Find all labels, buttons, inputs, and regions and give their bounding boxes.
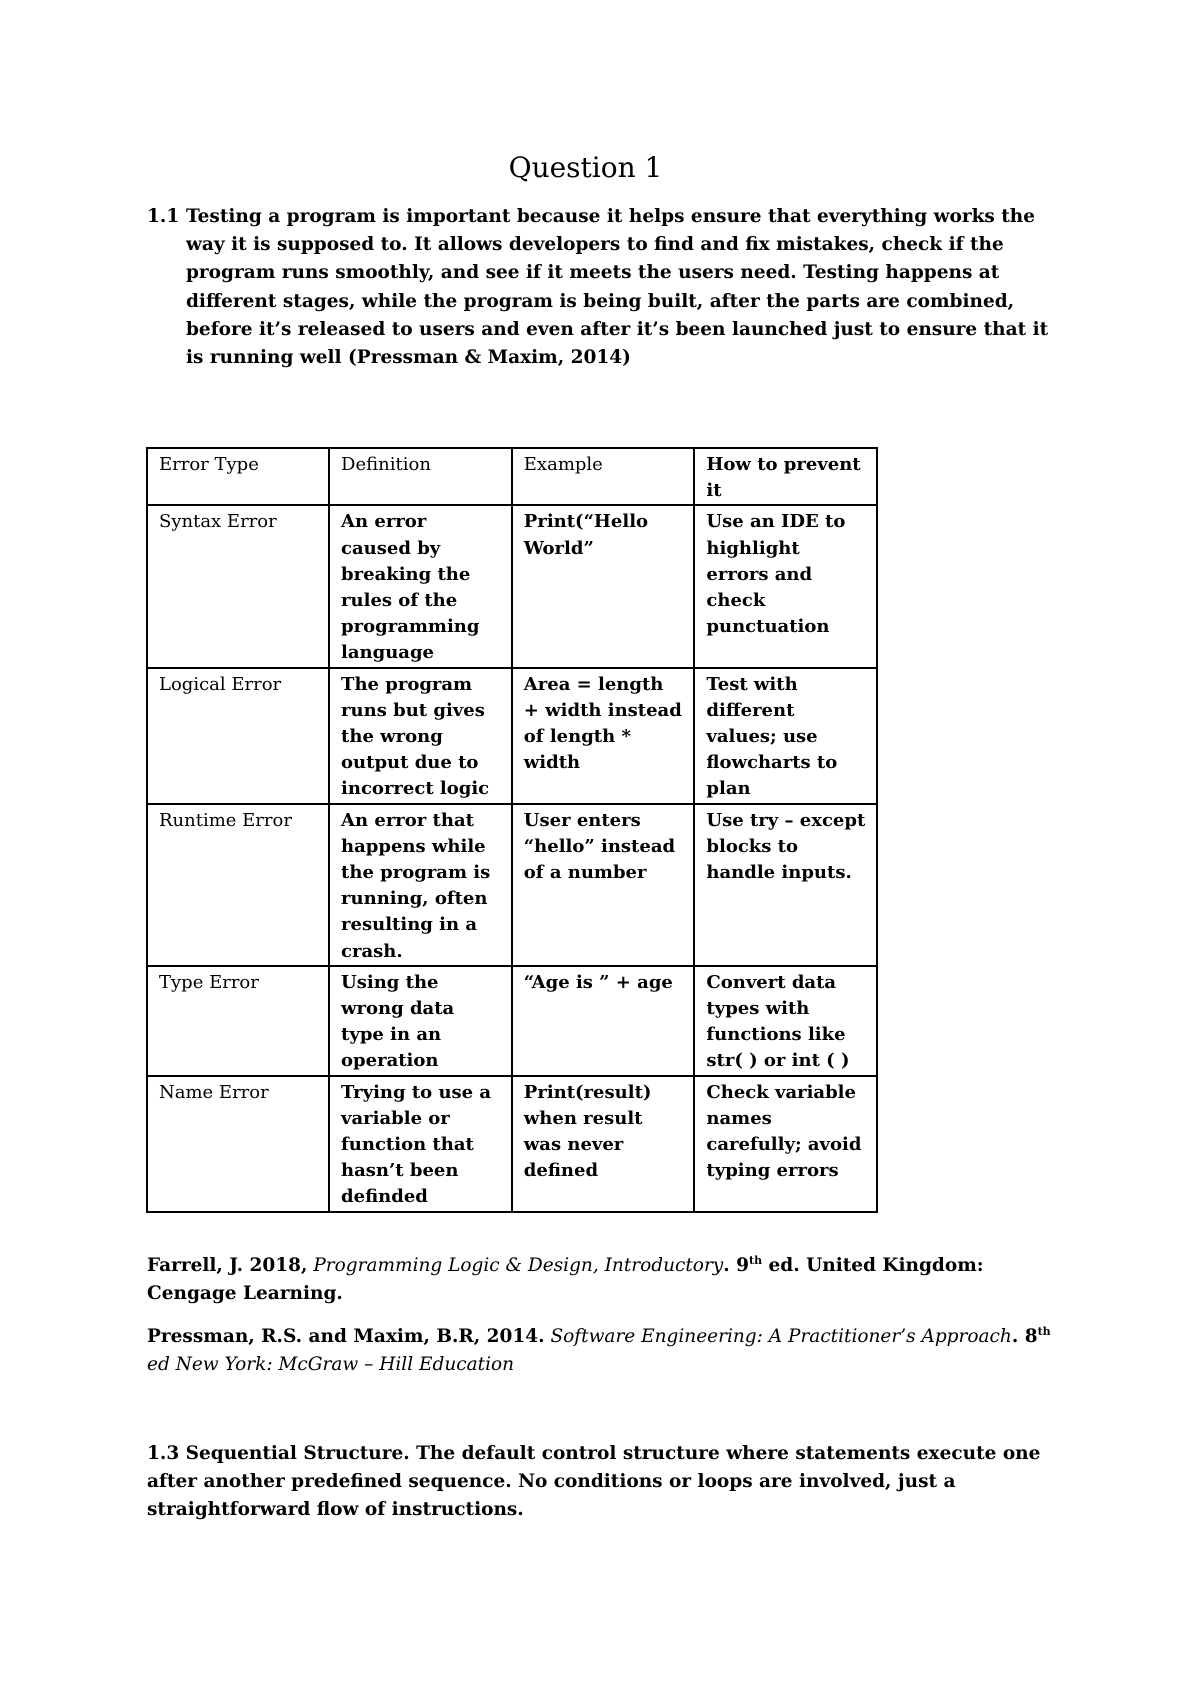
reference-publisher: ed. United Kingdom: Cengage Learning. [147,1255,984,1305]
cell-prevention: Use try – except blocks to handle inputs. [694,804,877,966]
cell-definition: An error that happens while the program is running, often resulting in a crash. [329,804,512,966]
reference-publisher: ed New York: McGraw – Hill Education [147,1354,515,1376]
cell-error-type: Syntax Error [147,505,329,667]
cell-example: Print(“Hello World” [512,505,695,667]
cell-prevention: Check variable names carefully; avoid typing errors [694,1076,877,1212]
table-row [147,668,877,804]
reference-pressman [147,1323,1067,1379]
table-header-row [147,448,877,505]
cell-definition: Trying to use a variable or function that hasn’t been definded [329,1076,512,1212]
cell-example: User enters “hello” instead of a number [512,804,695,966]
reference-edition: . 8 [1011,1326,1038,1347]
cell-example: Print(result) when result was never defined [512,1076,695,1212]
section-1-3-paragraph: 1.3 Sequential Structure. The default control structure where statements execute one after another predefined sequence. No conditions or loops are involved, just a straightforward flow of instructions. [147,1443,1041,1521]
table-row [147,966,877,1076]
table-row [147,505,877,667]
table-row [147,804,877,966]
cell-prevention: Use an IDE to highlight errors and check punctuation [694,505,877,667]
reference-authors: Pressman, R.S. and Maxim, B.R, 2014. [147,1326,545,1347]
header-error-type: Error Type [147,448,329,505]
reference-edition: . 9 [723,1255,749,1276]
cell-prevention: Test with different values; use flowcharts to plan [694,668,877,804]
section-1-1-text: Testing a program is important because it helps ensure that everything works the way it is supposed to. It allows developers to find and fix mistakes, check if the program runs smoothly, and see if it meets the users need. Testing happens at different stages, while the program is being built, after the parts are combined, before it’s released to users and even after it’s been launched just to ensure that it is running well (Pressman & Maxim, 2014) [186,206,1049,369]
error-types-table [146,447,878,1213]
page-title: Question 1 [508,151,663,184]
reference-edition-sup: th [749,1254,763,1267]
cell-error-type: Name Error [147,1076,329,1212]
reference-title: Programming Logic & Design, Introductory [313,1255,724,1276]
cell-definition: The program runs but gives the wrong output due to incorrect logic [329,668,512,804]
section-1-1-number: 1.1 [147,206,180,227]
header-definition: Definition [329,448,512,505]
reference-farrell [147,1252,1067,1308]
cell-definition: Using the wrong data type in an operation [329,966,512,1076]
header-how-to-prevent: How to prevent it [694,448,877,505]
cell-definition: An error caused by breaking the rules of the programming language [329,505,512,667]
cell-error-type: Logical Error [147,668,329,804]
cell-prevention: Convert data types with functions like str( ) or int ( ) [694,966,877,1076]
cell-example: “Age is ” + age [512,966,695,1076]
cell-error-type: Type Error [147,966,329,1076]
reference-authors: Farrell, J. 2018, [147,1255,308,1276]
section-1-1-paragraph [147,203,1057,372]
table-row [147,1076,877,1212]
cell-example: Area = length + width instead of length * width [512,668,695,804]
cell-error-type: Runtime Error [147,804,329,966]
header-example: Example [512,448,695,505]
reference-title: Software Engineering: A Practitioner’s Approach [550,1326,1012,1347]
reference-edition-sup: th [1037,1325,1051,1338]
